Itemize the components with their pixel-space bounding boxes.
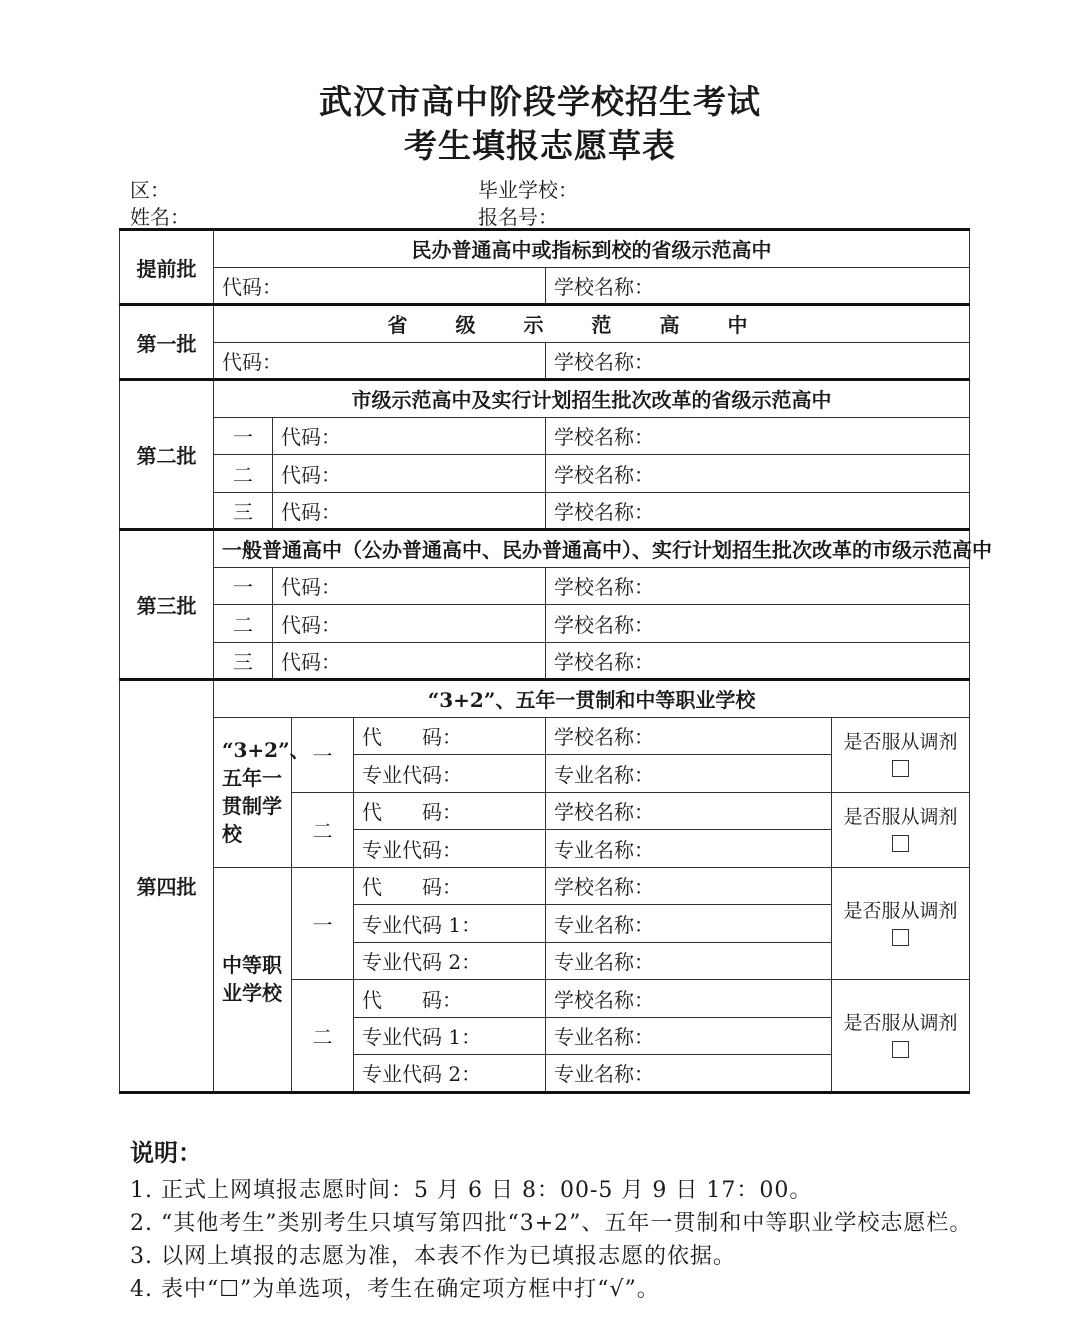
batch-fourth-label: 第四批 — [120, 680, 214, 1093]
school-name-field[interactable]: 学校名称： — [546, 267, 970, 305]
choice-ordinal: 二 — [214, 605, 273, 643]
major-name-field[interactable]: 专业名称： — [546, 755, 832, 793]
choice-ordinal: 三 — [214, 642, 273, 680]
adjust-checkbox[interactable] — [892, 1041, 909, 1058]
sub-category-vocational: 中等职业学校 — [214, 867, 292, 1092]
code-field[interactable]: 代码： — [273, 455, 546, 493]
note-item: 2. “其他考生”类别考生只填写第四批“3+2”、五年一贯制和中等职业学校志愿栏。 — [130, 1211, 973, 1236]
batch-fourth-desc: “3+2”、五年一贯制和中等职业学校 — [214, 680, 970, 718]
code-field[interactable]: 代码： — [273, 642, 546, 680]
major-code-1-field[interactable]: 专业代码 1： — [354, 1017, 546, 1055]
school-name-field[interactable]: 学校名称： — [546, 567, 970, 605]
school-name-field[interactable]: 学校名称： — [546, 605, 970, 643]
major-code-1-field[interactable]: 专业代码 1： — [354, 905, 546, 943]
choice-ordinal: 三 — [214, 492, 273, 530]
adjust-option — [832, 717, 970, 792]
school-name-field[interactable]: 学校名称： — [546, 642, 970, 680]
code-field[interactable]: 代码： — [273, 605, 546, 643]
code-field[interactable]: 代 码： — [354, 867, 546, 905]
adjust-option — [832, 867, 970, 980]
code-field[interactable]: 代 码： — [354, 717, 546, 755]
school-name-field[interactable]: 学校名称： — [546, 867, 832, 905]
district-field[interactable]: 区： — [130, 178, 170, 202]
school-name-field[interactable]: 学校名称： — [546, 717, 832, 755]
application-form-table — [119, 228, 992, 1094]
graduation-school-field[interactable]: 毕业学校： — [478, 178, 578, 202]
code-field[interactable]: 代码： — [273, 492, 546, 530]
notes-title: 说明： — [130, 1138, 202, 1167]
adjust-option — [832, 792, 970, 867]
choice-ordinal: 二 — [292, 980, 354, 1093]
note-item: 1. 正式上网填报志愿时间：5 月 6 日 8：00-5 月 9 日 17：00。 — [130, 1178, 813, 1203]
adjust-option — [832, 980, 970, 1093]
major-code-2-field[interactable]: 专业代码 2： — [354, 1055, 546, 1093]
batch-early-label: 提前批 — [120, 230, 214, 305]
school-name-field[interactable]: 学校名称： — [546, 417, 970, 455]
code-field[interactable]: 代码： — [214, 342, 546, 380]
school-name-field[interactable]: 学校名称： — [546, 455, 970, 493]
page-title-line1: 武汉市高中阶段学校招生考试 — [319, 82, 761, 121]
code-field[interactable]: 代码： — [273, 567, 546, 605]
choice-ordinal: 二 — [292, 792, 354, 867]
school-name-field[interactable]: 学校名称： — [546, 342, 970, 380]
batch-first-label: 第一批 — [120, 305, 214, 380]
batch-third-label: 第三批 — [120, 530, 214, 680]
batch-first-desc: 省级示范高中 — [214, 305, 970, 343]
sub-category-3plus2: “3+2”、五年一贯制学校 — [214, 717, 292, 867]
major-name-field[interactable]: 专业名称： — [546, 905, 832, 943]
batch-third-desc: 一般普通高中（公办普通高中、民办普通高中）、实行计划招生批次改革的市级示范高中 — [214, 530, 970, 568]
school-name-field[interactable]: 学校名称： — [546, 980, 832, 1018]
adjust-label: 是否服从调剂 — [843, 731, 958, 753]
school-name-field[interactable]: 学校名称： — [546, 792, 832, 830]
major-code-field[interactable]: 专业代码： — [354, 830, 546, 868]
school-name-field[interactable]: 学校名称： — [546, 492, 970, 530]
choice-ordinal: 一 — [292, 717, 354, 792]
choice-ordinal: 一 — [292, 867, 354, 980]
batch-second-label: 第二批 — [120, 380, 214, 530]
page-title-line2: 考生填报志愿草表 — [404, 126, 676, 165]
major-name-field[interactable]: 专业名称： — [546, 830, 832, 868]
adjust-checkbox[interactable] — [892, 760, 909, 777]
note-item: 4. 表中“☐”为单选项，考生在确定项方框中打“√”。 — [130, 1277, 660, 1302]
registration-number-field[interactable]: 报名号： — [478, 205, 558, 229]
note-item: 3. 以网上填报的志愿为准，本表不作为已填报志愿的依据。 — [130, 1244, 736, 1269]
batch-second-desc: 市级示范高中及实行计划招生批次改革的省级示范高中 — [214, 380, 970, 418]
major-name-field[interactable]: 专业名称： — [546, 1055, 832, 1093]
code-field[interactable]: 代码： — [273, 417, 546, 455]
major-code-2-field[interactable]: 专业代码 2： — [354, 942, 546, 980]
adjust-label: 是否服从调剂 — [843, 899, 958, 922]
adjust-label: 是否服从调剂 — [843, 806, 958, 828]
adjust-checkbox[interactable] — [892, 929, 909, 946]
batch-early-desc: 民办普通高中或指标到校的省级示范高中 — [214, 230, 970, 268]
adjust-label: 是否服从调剂 — [843, 1011, 958, 1034]
choice-ordinal: 一 — [214, 417, 273, 455]
choice-ordinal: 一 — [214, 567, 273, 605]
student-name-field[interactable]: 姓名： — [130, 205, 190, 229]
code-field[interactable]: 代 码： — [354, 792, 546, 830]
code-field[interactable]: 代码： — [214, 267, 546, 305]
adjust-checkbox[interactable] — [892, 835, 909, 852]
major-name-field[interactable]: 专业名称： — [546, 1017, 832, 1055]
major-name-field[interactable]: 专业名称： — [546, 942, 832, 980]
major-code-field[interactable]: 专业代码： — [354, 755, 546, 793]
notes-section — [130, 1133, 980, 1306]
code-field[interactable]: 代 码： — [354, 980, 546, 1018]
choice-ordinal: 二 — [214, 455, 273, 493]
